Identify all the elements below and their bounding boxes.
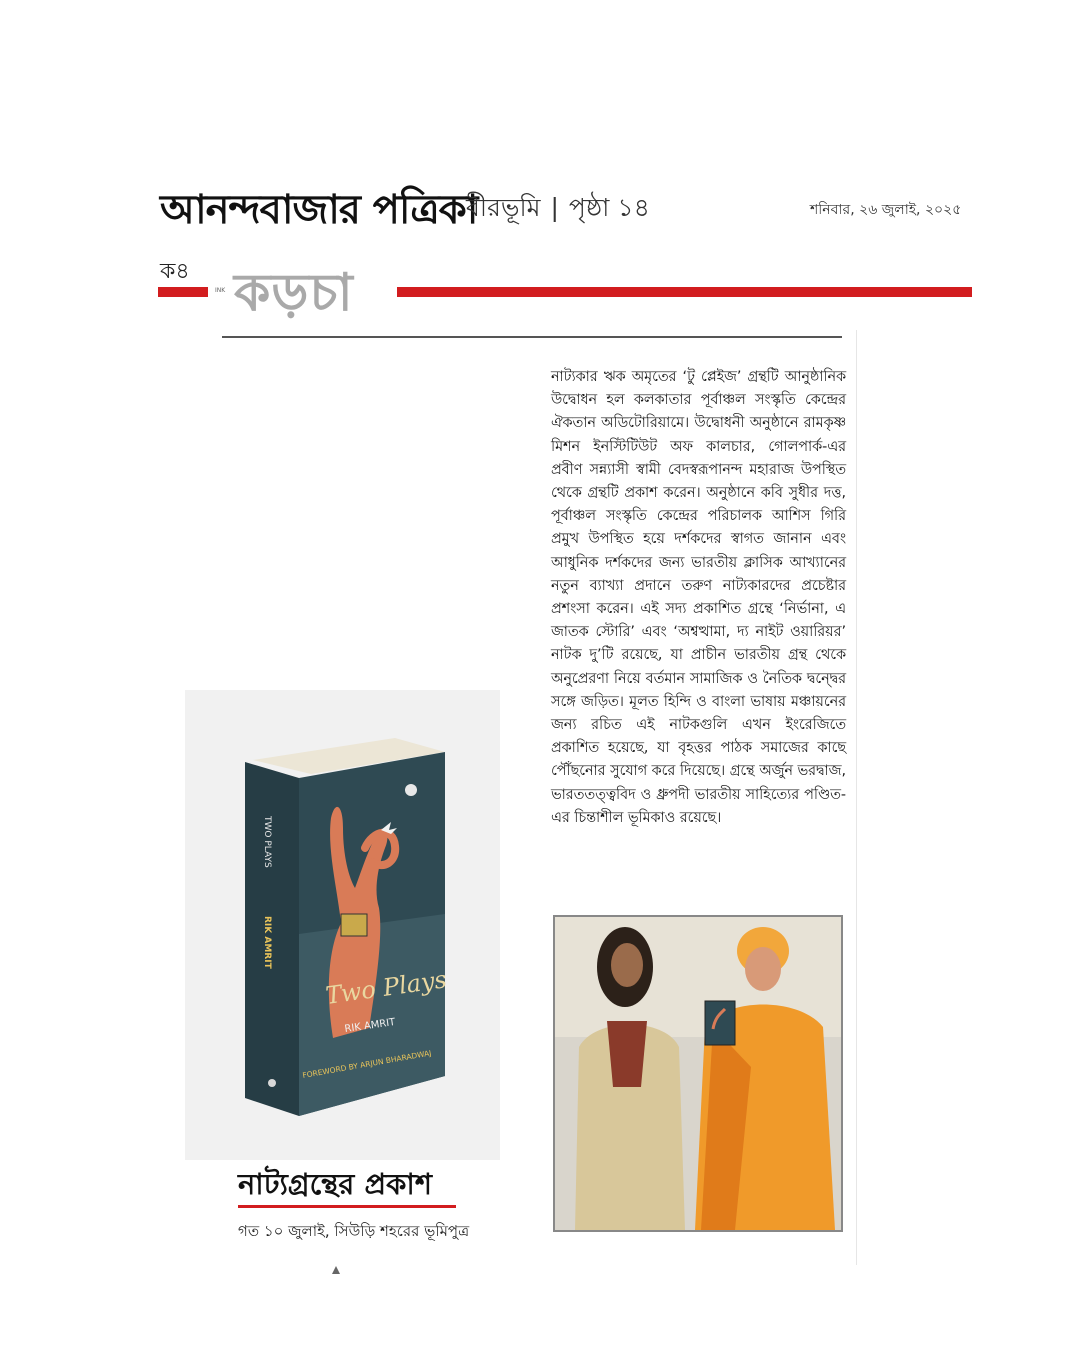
cover-author: RIK AMRIT [343,1016,397,1035]
section-mark: INK [215,287,226,294]
left-person-face [611,943,643,987]
masthead: আনন্দবাজার পত্রিকা [160,186,478,233]
event-photo [553,915,843,1232]
spine-logo-icon [268,1079,276,1087]
column-divider [856,330,857,1265]
edition-info [466,188,650,231]
caption-underline [238,1205,456,1208]
spine-title: TWO PLAYS [262,816,272,868]
edition-name: বীরভূমি [466,193,541,222]
spine-author: RIK AMRIT [262,916,272,969]
header-rule [222,336,842,338]
right-person-face [745,947,781,991]
caption-headline: নাট্যগ্রন্থের প্রকাশ [238,1167,432,1201]
held-book [705,1001,735,1045]
cursor-arrow-icon [332,1266,340,1274]
section-bar-left [158,287,208,297]
dateline: শনিবার, ২৬ জুলাই, ২০২৫ [810,202,962,218]
caption-subtext: গত ১০ জুলাই, সিউড়ি শহরের ভূমিপুত্র [238,1222,470,1240]
left-person-collar [607,1021,647,1087]
section-bar-right [397,287,972,297]
section-name: কড়চা [234,262,354,323]
page-code: ক৪ [160,259,190,284]
cover-foreword: FOREWORD BY ARJUN BHARADWAJ [301,1048,433,1080]
edition-separator: | [550,193,559,222]
bracelet-ornament [341,914,367,936]
article-body: নাট্যকার ঋক অমৃতের ‘টু প্লেইজ’ গ্রন্থটি আনুষ্ঠানিক উদ্বোধন হল কলকাতার পূর্বাঞ্চল সংস্কৃতি কেন্দ্রের ঐকতান অডিটোরিয়ামে। উদ্বোধনী অনুষ্ঠানে রামকৃষ্ণ মিশন ইনস্টিটিউট অফ কালচার, গোলপার্ক-এর প্রবীণ সন্ন্যাসী স্বামী বেদস্বরূপানন্দ মহারাজ উপস্থিত থেকে গ্রন্থটি প্রকাশ করেন। অনুষ্ঠানে কবি সুধীর দত্ত, পূর্বাঞ্চল সংস্কৃতি কেন্দ্রের পরিচালক আশিস গিরি প্রমুখ উপস্থিত হয়ে দর্শকদের স্বাগত জানান এবং আধুনিক দর্শকদের জন্য ভারতীয় ক্লাসিক আখ্যানের নতুন ব্যাখ্যা প্রদানে তরুণ নাট্যকারদের প্রচেষ্টার প্রশংসা করেন। এই সদ্য প্রকাশিত গ্রন্থে ‘নির্ভানা, এ জাতক স্টোরি’ এবং ‘অশ্বত্থামা, দ্য নাইট ওয়ারিয়র’ নাটক দু’টি রয়েছে, যা প্রাচীন ভারতীয় গ্রন্থ থেকে অনুপ্রেরণা নিয়ে বর্তমান সামাজিক ও নৈতিক দ্বন্দ্বের সঙ্গে জড়িত। মূলত হিন্দি ও বাংলা ভাষায় মঞ্চায়নের জন্য রচিত এই নাটকগুলি এখন ইংরেজিতে প্রকাশিত হয়েছে, যা বৃহত্তর পাঠক সমাজের কাছে পৌঁছনোর সুযোগ করে দিয়েছে। গ্রন্থে অর্জুন ভরদ্বাজ, ভারততত্ত্ববিদ ও ধ্রুপদী ভারতীয় সাহিত্যের পণ্ডিত-এর চিন্তাশীল ভূমিকাও রয়েছে। [551,369,846,826]
publisher-logo-icon [405,784,417,796]
book-cover-image [245,738,455,1118]
page-number: পৃষ্ঠা ১৪ [568,193,650,222]
cover-title: Two Plays [323,965,449,1010]
